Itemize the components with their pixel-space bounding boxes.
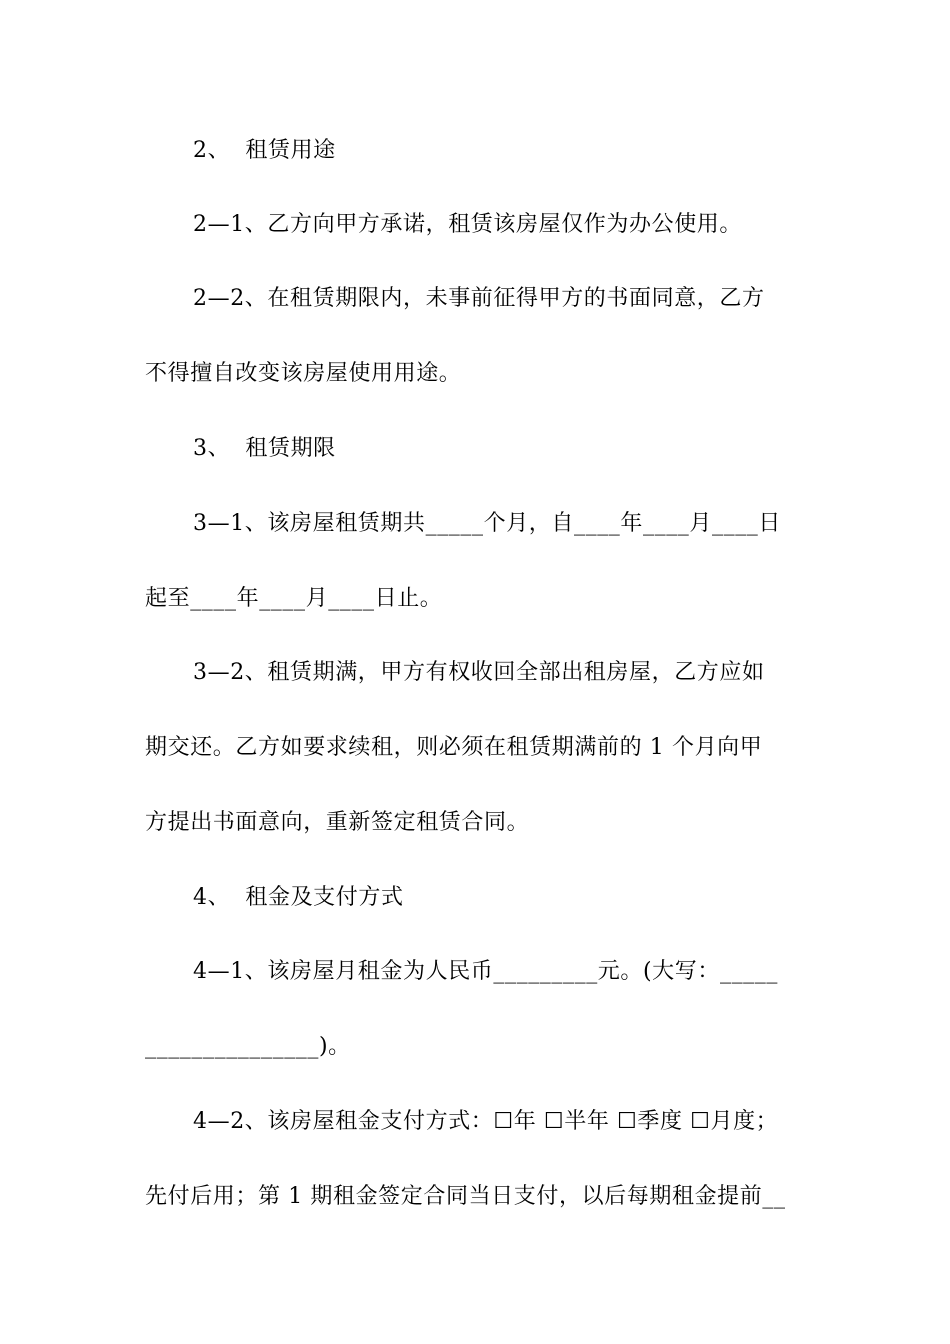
clause-2-2-line-1: 2—2、在租赁期限内，未事前征得甲方的书面同意，乙方 (193, 286, 765, 311)
clause-4-2-line-1: 4—2、该房屋租金支付方式：☐年 ☐半年 ☐季度 ☐月度； (193, 1109, 779, 1134)
clause-2-2-line-2: 不得擅自改变该房屋使用用途。 (145, 361, 462, 386)
section-heading-usage: 2、 租赁用途 (193, 138, 336, 163)
clause-3-2-line-3: 方提出书面意向，重新签定租赁合同。 (145, 810, 530, 835)
clause-4-1-line-2: _______________)。 (145, 1034, 351, 1059)
section-heading-rent: 4、 租金及支付方式 (193, 885, 404, 910)
clause-3-1-line-2: 起至____年____月____日止。 (145, 586, 443, 611)
clause-3-2-line-1: 3—2、租赁期满，甲方有权收回全部出租房屋，乙方应如 (193, 660, 765, 685)
clause-3-2-line-2: 期交还。乙方如要求续租，则必须在租赁期满前的 1 个月向甲 (145, 735, 763, 760)
clause-4-1-line-1: 4—1、该房屋月租金为人民币_________元。(大写：_____ (193, 959, 778, 984)
clause-4-2-line-2: 先付后用；第 1 期租金签定合同当日支付，以后每期租金提前__ (145, 1184, 786, 1209)
clause-2-1: 2—1、乙方向甲方承诺，租赁该房屋仅作为办公使用。 (193, 212, 742, 237)
section-heading-term: 3、 租赁期限 (193, 436, 336, 461)
clause-3-1-line-1: 3—1、该房屋租赁期共_____个月，自____年____月____日 (193, 511, 781, 536)
